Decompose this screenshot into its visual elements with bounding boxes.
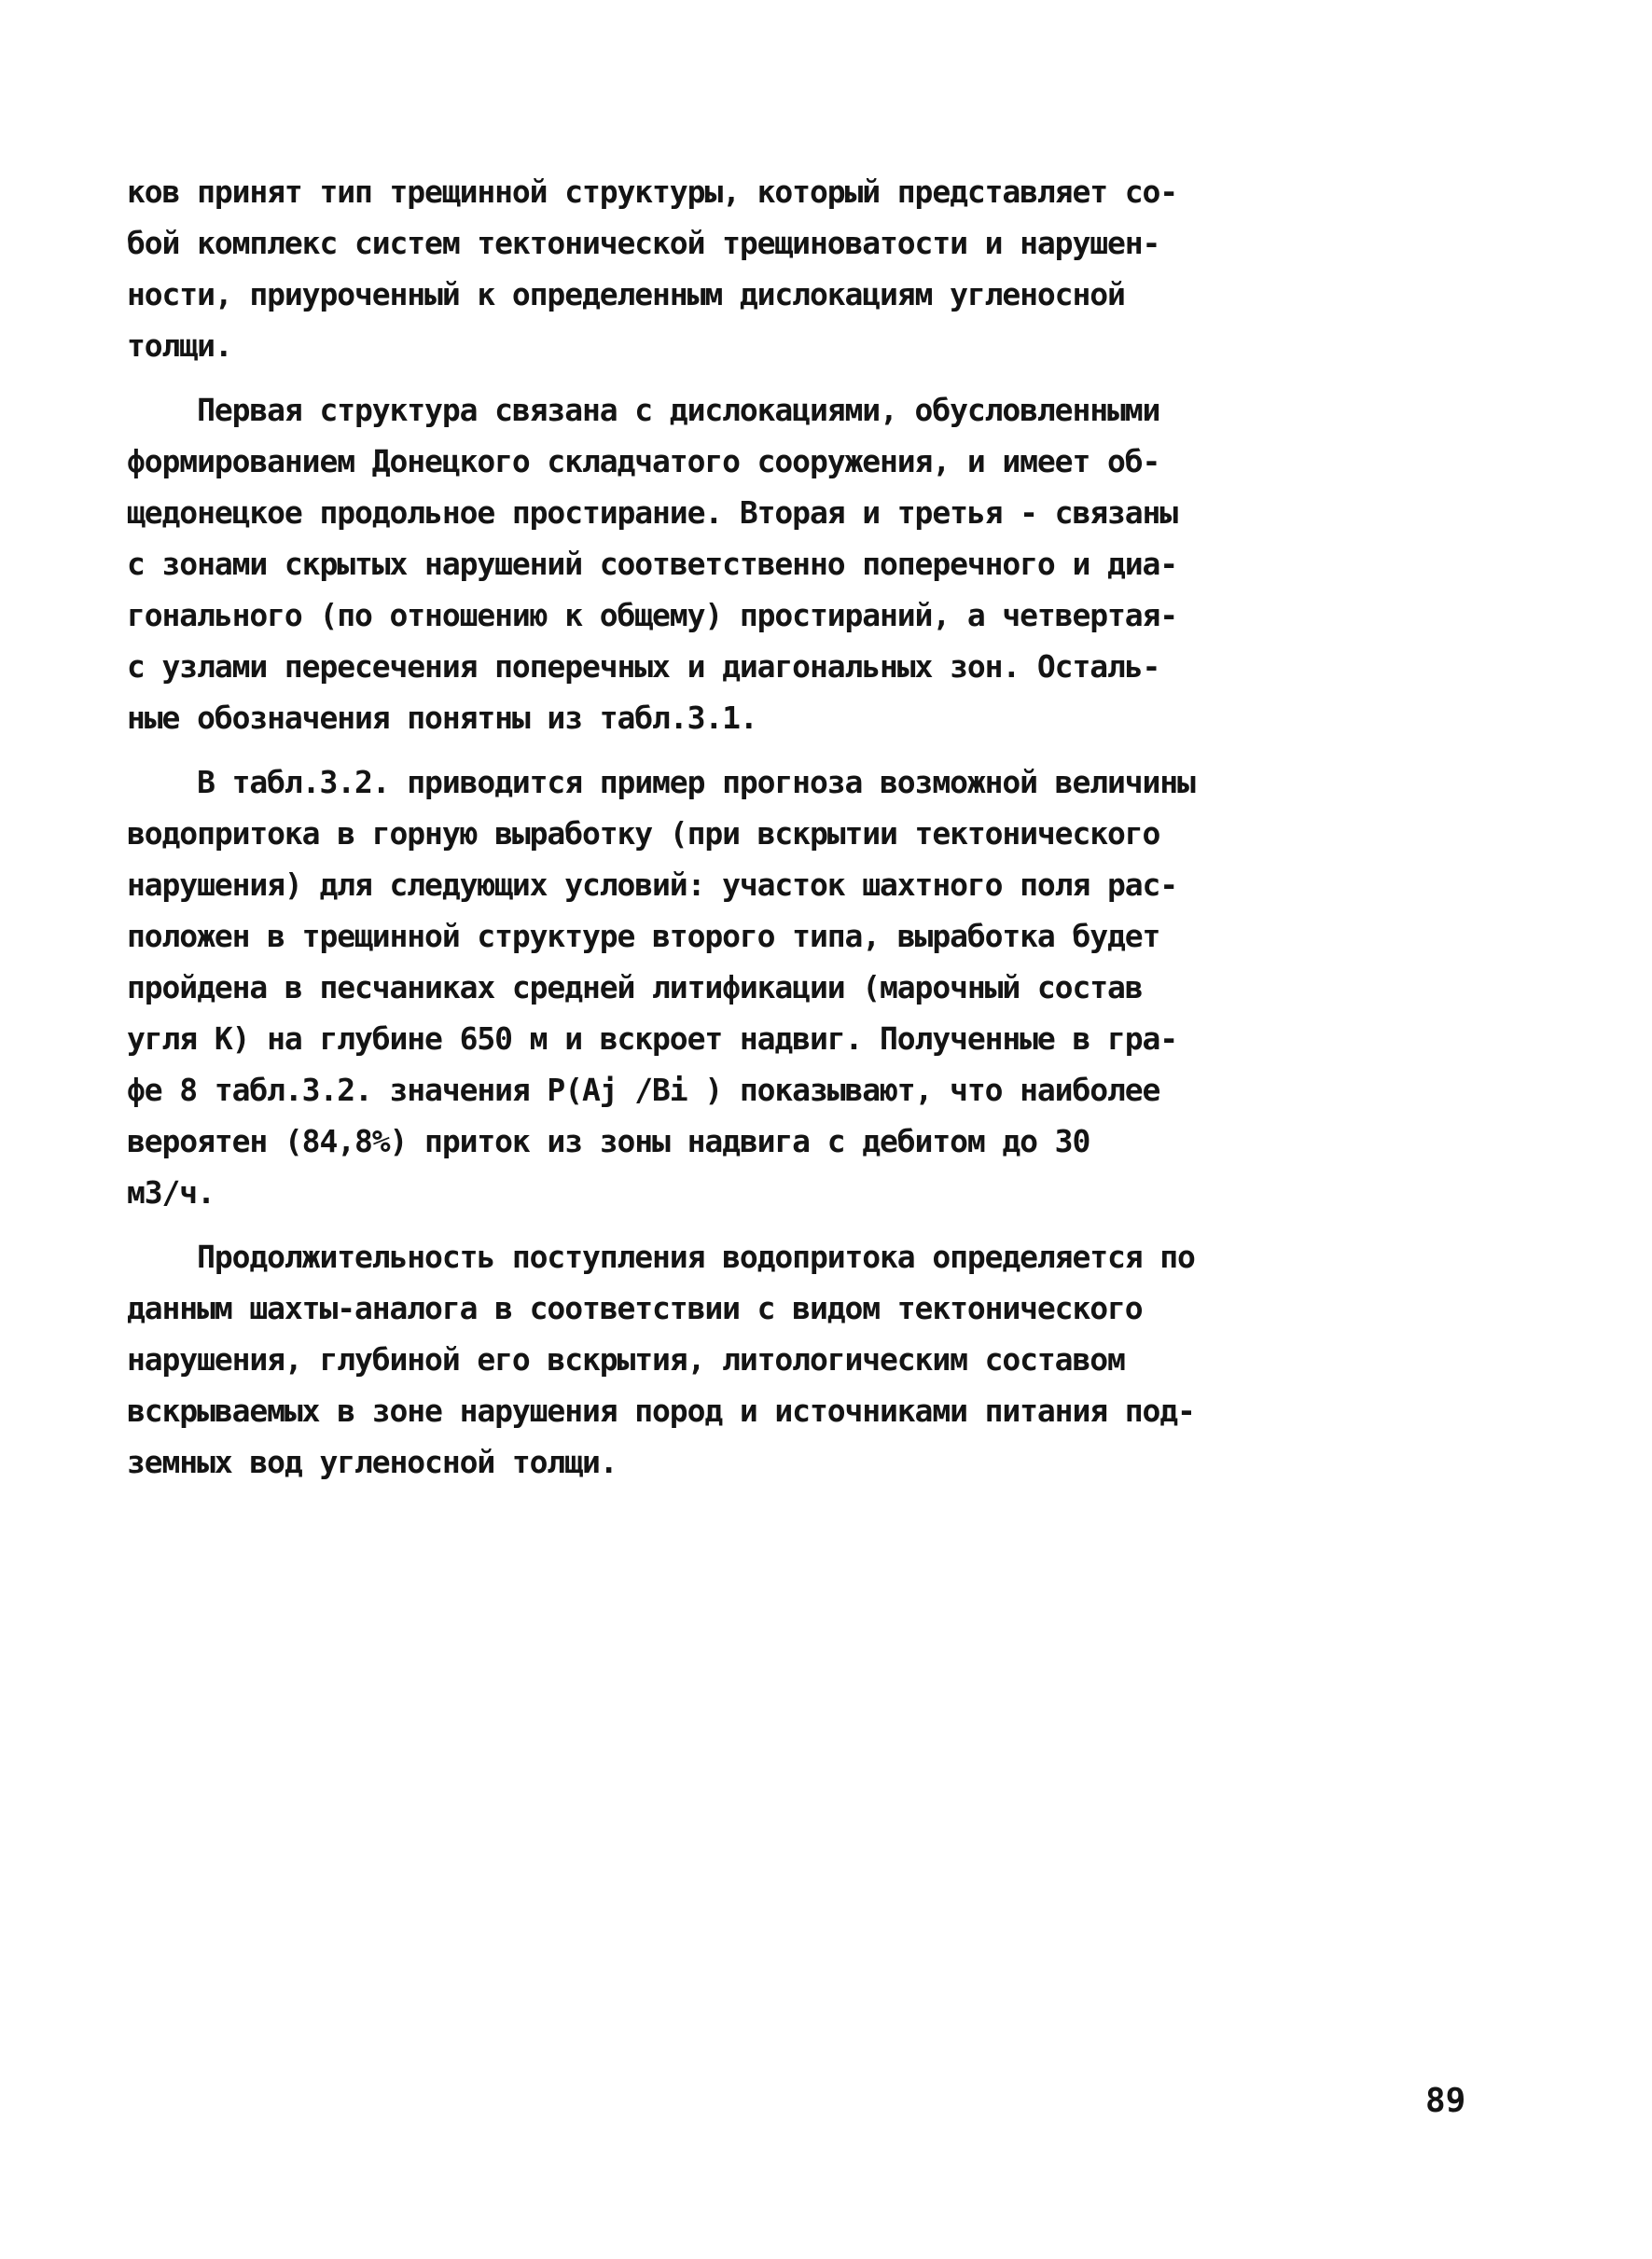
paragraph-3-line-7: фе 8 табл.3.2. значения P(Aj /Bi ) показывают, что наиболее bbox=[127, 1072, 1160, 1108]
paragraph-4-line-5: земных вод угленосной толщи. bbox=[127, 1444, 618, 1480]
paragraph-2-line-2: формированием Донецкого складчатого сооружения, и имеет об- bbox=[127, 443, 1160, 479]
paragraph-4-line-1: Продолжительность поступления водопритока определяется по bbox=[127, 1239, 1195, 1275]
paragraph-3-line-8: вероятен (84,8%) приток из зоны надвига с дебитом до 30 bbox=[127, 1123, 1090, 1159]
paragraph-4-line-2: данным шахты-аналога в соответствии с видом тектонического bbox=[127, 1290, 1143, 1326]
paragraph-2-line-6: с узлами пересечения поперечных и диагональных зон. Осталь- bbox=[127, 648, 1160, 685]
paragraph-2-line-4: с зонами скрытых нарушений соответственно поперечного и диа- bbox=[127, 546, 1178, 582]
paragraph-3-line-5: пройдена в песчаниках средней литификации (марочный состав bbox=[127, 969, 1143, 1005]
paragraph-1-line-3: ности, приуроченный к определенным дислокациям угленосной bbox=[127, 276, 1125, 312]
paragraph-3-line-2: водопритока в горную выработку (при вскрытии тектонического bbox=[127, 815, 1160, 852]
paragraph-3-line-4: положен в трещинной структуре второго типа, выработка будет bbox=[127, 918, 1160, 954]
paragraph-1-line-1: ков принят тип трещинной структуры, который представляет со- bbox=[127, 173, 1178, 210]
paragraph-2-line-1: Первая структура связана с дислокациями, обусловленными bbox=[127, 392, 1160, 428]
paragraph-2-line-7: ные обозначения понятны из табл.3.1. bbox=[127, 700, 757, 736]
page-number: 89 bbox=[1425, 2082, 1466, 2120]
paragraph-3-line-9: м3/ч. bbox=[127, 1174, 215, 1211]
body-text bbox=[127, 166, 1526, 1488]
paragraph-1-line-2: бой комплекс систем тектонической трещиноватости и нарушен- bbox=[127, 225, 1160, 261]
paragraph-3-line-1: В табл.3.2. приводится пример прогноза возможной величины bbox=[127, 764, 1195, 800]
paragraph-4-line-4: вскрываемых в зоне нарушения пород и источниками питания под- bbox=[127, 1393, 1195, 1429]
paragraph-1-line-4: толщи. bbox=[127, 327, 232, 364]
paragraph-3-line-3: нарушения) для следующих условий: участок шахтного поля рас- bbox=[127, 866, 1178, 903]
paragraph-4-line-3: нарушения, глубиной его вскрытия, литологическим составом bbox=[127, 1341, 1125, 1378]
paragraph-3-line-6: угля К) на глубине 650 м и вскроет надвиг. Полученные в гра- bbox=[127, 1020, 1178, 1057]
paragraph-2-line-3: щедонецкое продольное простирание. Вторая и третья - связаны bbox=[127, 494, 1178, 531]
paragraph-2-line-5: гонального (по отношению к общему) простираний, а четвертая- bbox=[127, 597, 1178, 633]
